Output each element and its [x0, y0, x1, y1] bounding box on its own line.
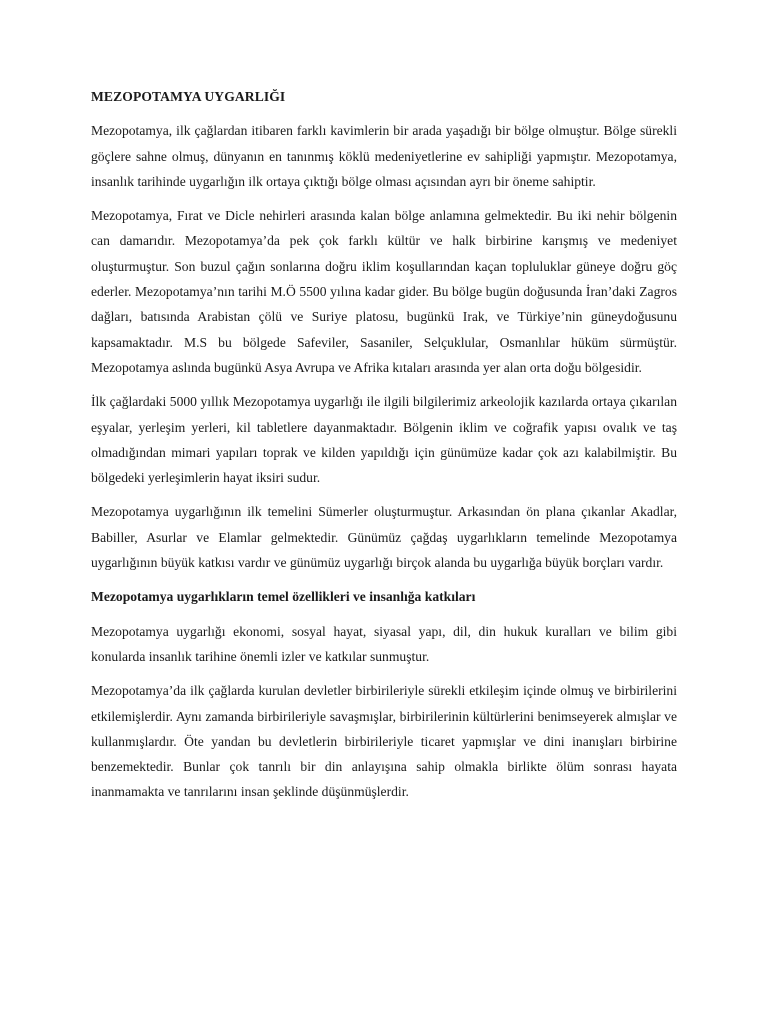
section-heading: Mezopotamya uygarlıkların temel özellikleri ve insanlığa katkıları: [91, 589, 476, 605]
paragraph-civilizations: Mezopotamya uygarlığının ilk temelini Sümerler oluşturmuştur. Arkasından ön plana çıkanlar Akadlar, Babiller, Asurlar ve Elamlar gelmektedir. Günümüz çağdaş uygarlıkların temelinde Mezopotamya uygarlığının büyük katkısı vardır ve günümüz uygarlığı birçok alanda bu uygarlığa büyük borçları vardır.: [91, 504, 677, 571]
paragraph-archaeology: İlk çağlardaki 5000 yıllık Mezopotamya uygarlığı ile ilgili bilgilerimiz arkeolojik kazılarda ortaya çıkarılan eşyalar, yerleşim yerleri, kil tabletlere dayanmaktadır. Bölgenin iklim ve coğrafik yapısı ovalık ve taş olmadığından mimari yapıları toprak ve kilden yapıldığı için günümüze kadar çok azı kalabilmiştir. Bu bölgedeki yerleşimlerin hayat iksiri sudur.: [91, 394, 677, 486]
document-title: MEZOPOTAMYA UYGARLIĞI: [91, 89, 286, 104]
paragraph-geography: Mezopotamya, Fırat ve Dicle nehirleri arasında kalan bölge anlamına gelmektedir. Bu iki nehir bölgenin can damarıdır. Mezopotamya’da pek çok farklı kültür ve halk birbirine karışmış ve medeniyet oluşturmuştur. Son buzul çağın sonlarına doğru iklim koşullarından kaçan topluluklar güneye doğru göç ederler. Mezopotamya’nın tarihi M.Ö 5500 yılına kadar gider. Bu bölge bugün doğusunda İran’daki Zagros dağları, batısında Arabistan çölü ve Suriye platosu, bugünkü Irak, ve Türkiye’nin güneydoğusunu kapsamaktadır. M.S bu bölgede Safeviler, Sasaniler, Selçuklular, Osmanlılar hüküm sürmüştür. Mezopotamya aslında bugünkü Asya Avrupa ve Afrika kıtaları arasında yer alan orta doğu bölgesidir.: [91, 208, 677, 375]
paragraph-intro: Mezopotamya, ilk çağlardan itibaren farklı kavimlerin bir arada yaşadığı bir bölge olmuştur. Bölge sürekli göçlere sahne olmuş, dünyanın en tanınmış köklü medeniyetlerine ev sahipliği yapmıştır. Mezopotamya, insanlık tarihinde uygarlığın ilk ortaya çıktığı bölge olması açısından ayrı bir öneme sahiptir.: [91, 123, 677, 189]
paragraph-contributions: Mezopotamya uygarlığı ekonomi, sosyal hayat, siyasal yapı, dil, din hukuk kuralları ve bilim gibi konularda insanlık tarihine önemli izler ve katkılar sunmuştur.: [91, 623, 677, 664]
document-body: [91, 84, 677, 814]
paragraph-states: Mezopotamya’da ilk çağlarda kurulan devletler birbirileriyle sürekli etkileşim içinde olmuş ve birbirilerini etkilemişlerdir. Aynı zamanda birbirileriyle savaşmışlar, birbirilerinin kültürlerini benimseyerek almışlar ve kullanmışlardır. Öte yandan bu devletlerin birbirileriyle ticaret yapmışlar ve dini inanışları birbirine benzemektedir. Bunlar çok tanrılı bir din anlayışına sahip olmakla birlikte ölüm sonrası hayata inanmamakta ve tanrılarını insan şeklinde düşünmüşlerdir.: [91, 683, 677, 800]
